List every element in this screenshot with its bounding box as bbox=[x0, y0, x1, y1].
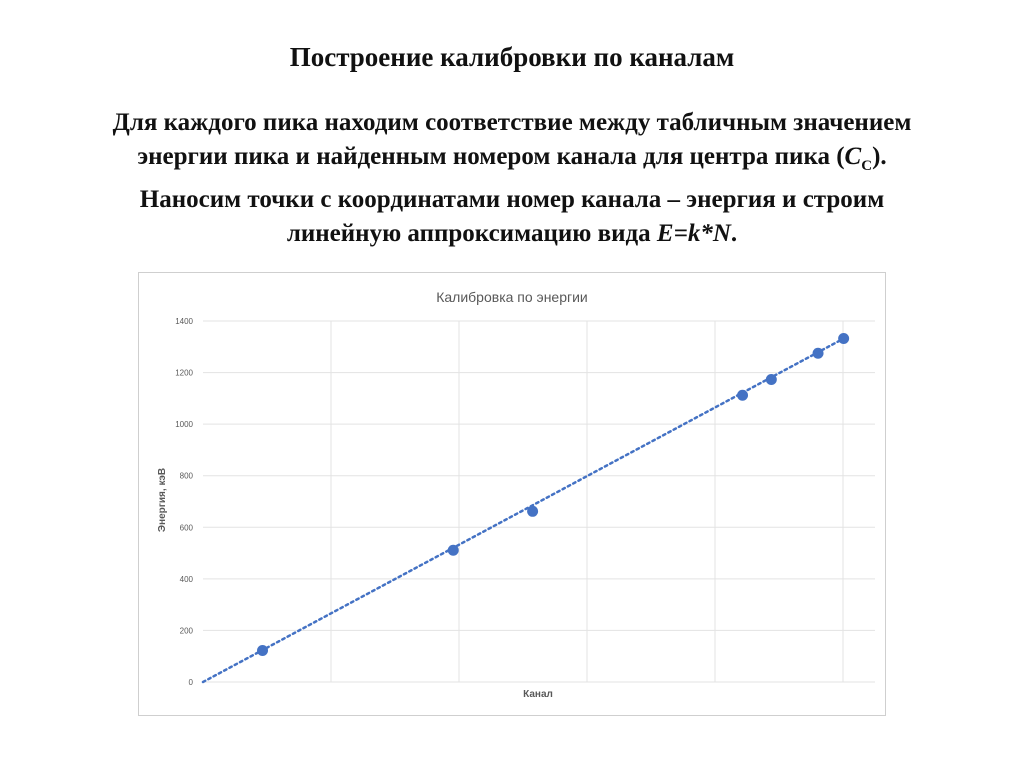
slide-title: Построение калибровки по каналам bbox=[289, 42, 735, 72]
intro-line-4 bbox=[40, 217, 984, 251]
data-point bbox=[838, 333, 849, 344]
y-tick-label: 200 bbox=[179, 626, 193, 636]
x-axis-label: Канал bbox=[523, 689, 553, 700]
data-point bbox=[257, 645, 268, 656]
y-tick-labels bbox=[175, 317, 193, 687]
data-point bbox=[766, 374, 777, 385]
energy-calibration-chart bbox=[139, 273, 885, 715]
y-axis-label: Энергия, кэВ bbox=[157, 467, 168, 533]
y-tick-label: 600 bbox=[179, 523, 193, 533]
intro-line-3: Наносим точки с координатами номер канала – энергия и строим bbox=[139, 186, 885, 213]
y-tick-label: 400 bbox=[179, 574, 193, 584]
chart-frame bbox=[138, 272, 886, 716]
data-point bbox=[448, 545, 459, 556]
formula: E=k*N bbox=[656, 220, 731, 247]
channel-subscript: C bbox=[861, 158, 873, 174]
intro-line-4-text: линейную аппроксимацию вида bbox=[286, 220, 657, 247]
intro-line-2-text: энергии пика и найденным номером канала для центра пика ( bbox=[137, 143, 845, 170]
intro-line-1: Для каждого пика находим соответствие между табличным значением bbox=[112, 109, 912, 136]
channel-symbol: C bbox=[844, 143, 862, 170]
data-point bbox=[813, 348, 824, 359]
y-tick-label: 0 bbox=[188, 678, 193, 687]
data-point bbox=[527, 506, 538, 517]
intro-line-4-end: . bbox=[730, 220, 738, 247]
intro-text bbox=[40, 106, 984, 251]
data-point bbox=[737, 390, 748, 401]
y-tick-label: 1200 bbox=[175, 368, 193, 378]
intro-line-2-end: ). bbox=[872, 143, 887, 170]
chart-title: Калибровка по энергии bbox=[436, 289, 588, 305]
y-tick-label: 800 bbox=[179, 471, 193, 481]
y-tick-label: 1400 bbox=[175, 317, 193, 326]
y-tick-label: 1000 bbox=[175, 420, 193, 430]
intro-line-2 bbox=[40, 140, 984, 183]
